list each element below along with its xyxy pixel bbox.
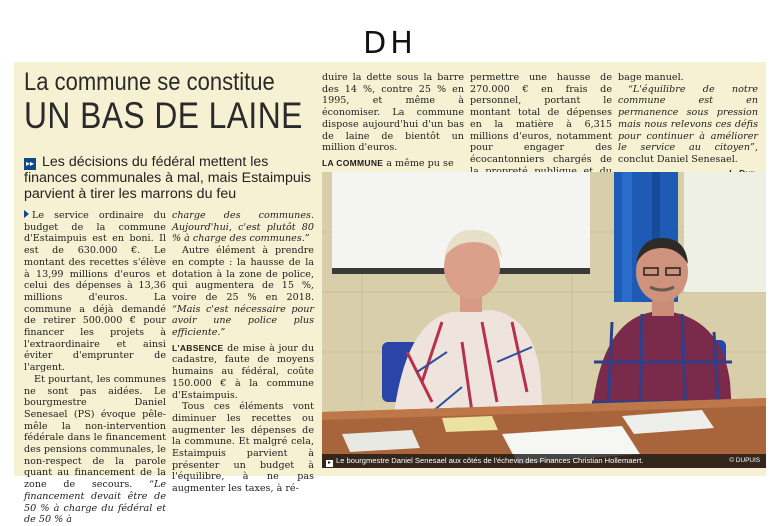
col5-quote: “L'équilibre de notre commune est en permanence sous pression mais nous relevons ces défis pour continuer à améliorer le service au citoyen” <box>618 83 758 154</box>
photo-illustration <box>322 172 766 468</box>
lead-paragraph <box>24 154 324 202</box>
body-column-1 <box>24 210 166 526</box>
headline-line-2: UN BAS DE LAINE <box>24 95 303 136</box>
col3-paragraph-1: duire la dette sous la barre des 14 %, contre 25 % en 1995, et même à économiser. La commune dispose aujourd'hui d'un bas de laine de bientôt un million d'euros. <box>322 72 464 154</box>
body-column-5 <box>618 72 758 179</box>
col1-paragraph-2: Et pourtant, les communes ne sont pas aidées. Le bourgmestre Daniel Senesael (PS) évoque pêle-mêle la non-intervention fédérale dans le financement des pensions communales, le non-respect de la parole quant au financement de la zone de secours. <box>24 373 166 491</box>
body-column-2 <box>172 210 314 495</box>
caption-text: Le bourgmestre Daniel Senesael aux côtés de l'échevin des Finances Christian Hollemaert. <box>336 456 644 465</box>
col5-paragraph-1: bage manuel. <box>618 72 684 83</box>
col4-paragraph-1: permettre une hausse de 270.000 € en frais de personnel, portant le montant total de dépenses en la matière à 6,315 millions d'euros, notamment pour engager des écocantonniers chargés de <box>470 72 612 165</box>
headline-line-1: La commune se constitue <box>24 68 275 96</box>
col2-quote-continued: charge des communes. Aujourd'hui, c'est plutôt 80 % à charge des communes.” <box>172 210 314 245</box>
col5-paragraph-end: , conclut Daniel Senesael. <box>618 142 758 165</box>
body-column-3 <box>322 72 464 170</box>
bullet-triangle-icon <box>24 210 29 218</box>
col2-paragraph-3: de mise à jour du cadastre, faute de moyens humains au fédéral, coûte 150.000 € à la commune d'Estaimpuis. <box>172 342 314 401</box>
col2-quote: “Mais c'est nécessaire pour avoir une police plus efficiente.” <box>172 303 314 339</box>
col2-paragraph-4: Tous ces éléments vont diminuer les recettes ou augmenter les dépenses de la commune. Et malgré cela, Estaimpuis parvient à présenter un budget à l'équilibre, à ne pas augmenter les taxes, à ré- <box>172 401 314 495</box>
article-photo <box>322 172 766 468</box>
double-arrow-icon: ▸▸ <box>25 159 35 168</box>
col1-quote: “Le financement devait être de 50 % à charge du fédéral et de 50 % à <box>24 479 166 526</box>
article-clipping <box>14 62 766 526</box>
col2-paragraph-2: Autre élément à prendre en compte : la hausse de la dotation à la zone de police, qui augmentera de 15 %, voire de 25 % en 2018. <box>172 245 314 303</box>
photo-credit: © DUPUIS <box>729 457 760 464</box>
lead-text: Les décisions du fédéral mettent les finances communales à mal, mais Estaimpuis parvient à tirer les marrons du feu <box>24 154 312 202</box>
newspaper-masthead: DH <box>363 26 417 61</box>
caption-arrow-icon: ▸ <box>327 460 331 466</box>
photo-caption <box>322 454 766 468</box>
subhead-la-commune: LA COMMUNE <box>322 157 384 168</box>
col1-paragraph-1: Le service ordinaire du budget de la commune d'Estaimpuis est en boni. Il est de 630.000 €. Le montant des recettes s'élève à 13,99 millions d'euros et celui des dépenses à 13,36 millions d'euros. La commune a déjà demandé de retirer 500.000 € pour financer les projets à l'extraordinaire et ainsi éviter d'emprunter de l'argent. <box>24 210 166 374</box>
headline <box>24 68 324 136</box>
subhead-absence: L'ABSENCE <box>172 342 224 353</box>
col3-paragraph-2: a même pu se <box>383 157 454 169</box>
